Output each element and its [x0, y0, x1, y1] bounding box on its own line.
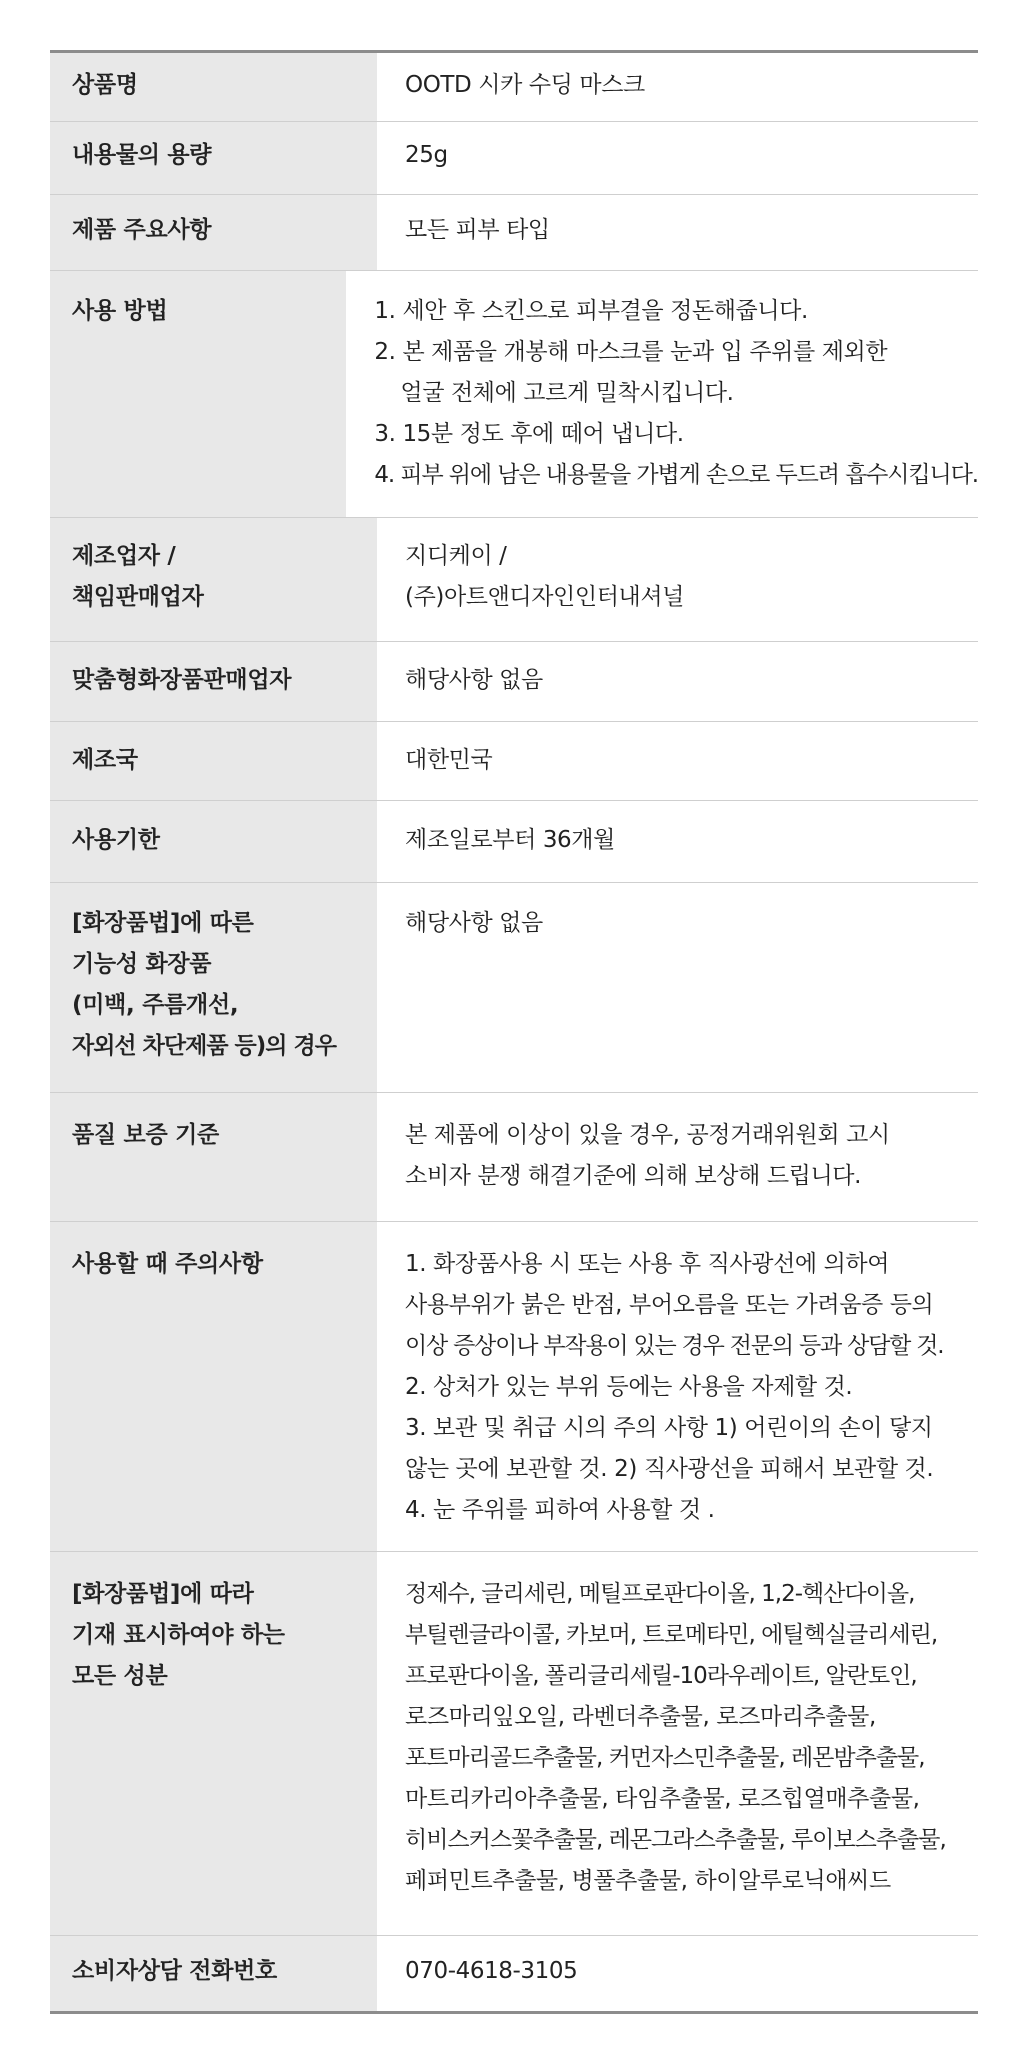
value-line: 2. 상처가 있는 부위 등에는 사용을 자제할 것. [405, 1374, 853, 1400]
row-value [377, 1552, 978, 1935]
value-line: (주)아트앤디자인인터내셔널 [405, 584, 684, 610]
value-line: 4. 눈 주위를 피하여 사용할 것 . [405, 1497, 715, 1523]
table-row [50, 518, 978, 642]
label-line: (미백, 주름개선, [72, 992, 239, 1018]
product-info-table [50, 50, 978, 2014]
value-line: 히비스커스꽃추출물, 레몬그라스추출물, 루이보스추출물, [405, 1827, 946, 1853]
label-line: 사용할 때 주의사항 [72, 1251, 263, 1277]
row-value [377, 195, 978, 270]
row-value [377, 883, 978, 1092]
row-label [50, 122, 377, 194]
label-line: 제조국 [72, 747, 138, 773]
table-row [50, 1222, 978, 1552]
table-row [50, 883, 978, 1093]
row-value [346, 271, 978, 517]
row-label [50, 642, 377, 721]
row-label [50, 883, 377, 1092]
value-line: 대한민국 [405, 747, 493, 773]
label-line: 품질 보증 기준 [72, 1122, 219, 1148]
value-line: 4. 피부 위에 남은 내용물을 가볍게 손으로 두드려 흡수시킵니다. [374, 462, 978, 488]
table-row [50, 801, 978, 883]
label-line: 소비자상담 전화번호 [72, 1958, 277, 1984]
value-line: 로즈마리잎오일, 라벤더추출물, 로즈마리추출물, [405, 1704, 876, 1730]
table-row [50, 122, 978, 195]
row-value [377, 642, 978, 721]
value-line: 모든 피부 타입 [405, 217, 550, 243]
table-row [50, 1936, 978, 2011]
row-value [377, 1222, 978, 1551]
row-label [50, 1936, 377, 2011]
value-line: 070-4618-3105 [405, 1958, 578, 1984]
value-line: 페퍼민트추출물, 병풀추출물, 하이알루로닉애씨드 [405, 1868, 891, 1894]
value-line: 해당사항 없음 [405, 667, 543, 693]
label-line: 내용물의 용량 [72, 142, 212, 168]
row-value [377, 801, 978, 882]
label-line: [화장품법]에 따라 [72, 1581, 254, 1607]
table-row [50, 195, 978, 271]
value-line: 본 제품에 이상이 있을 경우, 공정거래위원회 고시 [405, 1122, 890, 1148]
table-row [50, 722, 978, 801]
label-line: 상품명 [72, 72, 138, 98]
label-line: 사용 방법 [72, 298, 168, 324]
value-line: 25g [405, 142, 448, 168]
row-label [50, 1222, 377, 1551]
row-value [377, 1936, 978, 2011]
value-line: 소비자 분쟁 해결기준에 의해 보상해 드립니다. [405, 1163, 862, 1189]
value-line: 2. 본 제품을 개봉해 마스크를 눈과 입 주위를 제외한 [374, 339, 888, 365]
row-label [50, 722, 377, 800]
label-line: 맞춤형화장품판매업자 [72, 667, 292, 693]
value-line: OOTD 시카 수딩 마스크 [405, 72, 645, 98]
value-line: 3. 15분 정도 후에 떼어 냅니다. [374, 421, 684, 447]
value-line: 마트리카리아추출물, 타임추출물, 로즈힙열매추출물, [405, 1786, 920, 1812]
table-row [50, 271, 978, 518]
label-line: [화장품법]에 따른 [72, 910, 254, 936]
table-row [50, 642, 978, 722]
row-label [50, 1093, 377, 1221]
value-line: 사용부위가 붉은 반점, 부어오름을 또는 가려움증 등의 [405, 1292, 934, 1318]
row-label [50, 195, 377, 270]
value-line: 얼굴 전체에 고르게 밀착시킵니다. [400, 380, 734, 406]
row-value [377, 1093, 978, 1221]
row-label [50, 801, 377, 882]
row-value [377, 53, 978, 121]
value-line: 1. 세안 후 스킨으로 피부결을 정돈해줍니다. [374, 298, 808, 324]
label-line: 자외선 차단제품 등)의 경우 [72, 1033, 336, 1059]
value-line: 지디케이 / [405, 543, 507, 569]
label-line: 제조업자 / [72, 543, 176, 569]
table-row [50, 1552, 978, 1936]
label-line: 기능성 화장품 [72, 951, 212, 977]
label-line: 모든 성분 [72, 1663, 168, 1689]
label-line: 책임판매업자 [72, 584, 204, 610]
value-line: 제조일로부터 36개월 [405, 827, 615, 853]
value-line: 3. 보관 및 취급 시의 주의 사항 1) 어린이의 손이 닿지 [405, 1415, 933, 1441]
value-line: 이상 증상이나 부작용이 있는 경우 전문의 등과 상담할 것. [405, 1333, 944, 1359]
value-line: 1. 화장품사용 시 또는 사용 후 직사광선에 의하여 [405, 1251, 890, 1277]
row-value [377, 122, 978, 194]
value-line: 프로판다이올, 폴리글리세릴-10라우레이트, 알란토인, [405, 1663, 917, 1689]
row-label [50, 53, 377, 121]
row-label [50, 518, 377, 641]
value-line: 해당사항 없음 [405, 910, 543, 936]
row-value [377, 722, 978, 800]
row-value [377, 518, 978, 641]
table-row [50, 1093, 978, 1222]
value-line: 포트마리골드추출물, 커먼자스민추출물, 레몬밤추출물, [405, 1745, 925, 1771]
value-line: 정제수, 글리세린, 메틸프로판다이올, 1,2-헥산다이올, [405, 1581, 915, 1607]
label-line: 제품 주요사항 [72, 217, 212, 243]
label-line: 사용기한 [72, 827, 160, 853]
value-line: 부틸렌글라이콜, 카보머, 트로메타민, 에틸헥실글리세린, [405, 1622, 938, 1648]
label-line: 기재 표시하여야 하는 [72, 1622, 285, 1648]
row-label [50, 271, 346, 517]
row-label [50, 1552, 377, 1935]
table-row [50, 53, 978, 122]
value-line: 않는 곳에 보관할 것. 2) 직사광선을 피해서 보관할 것. [405, 1456, 934, 1482]
